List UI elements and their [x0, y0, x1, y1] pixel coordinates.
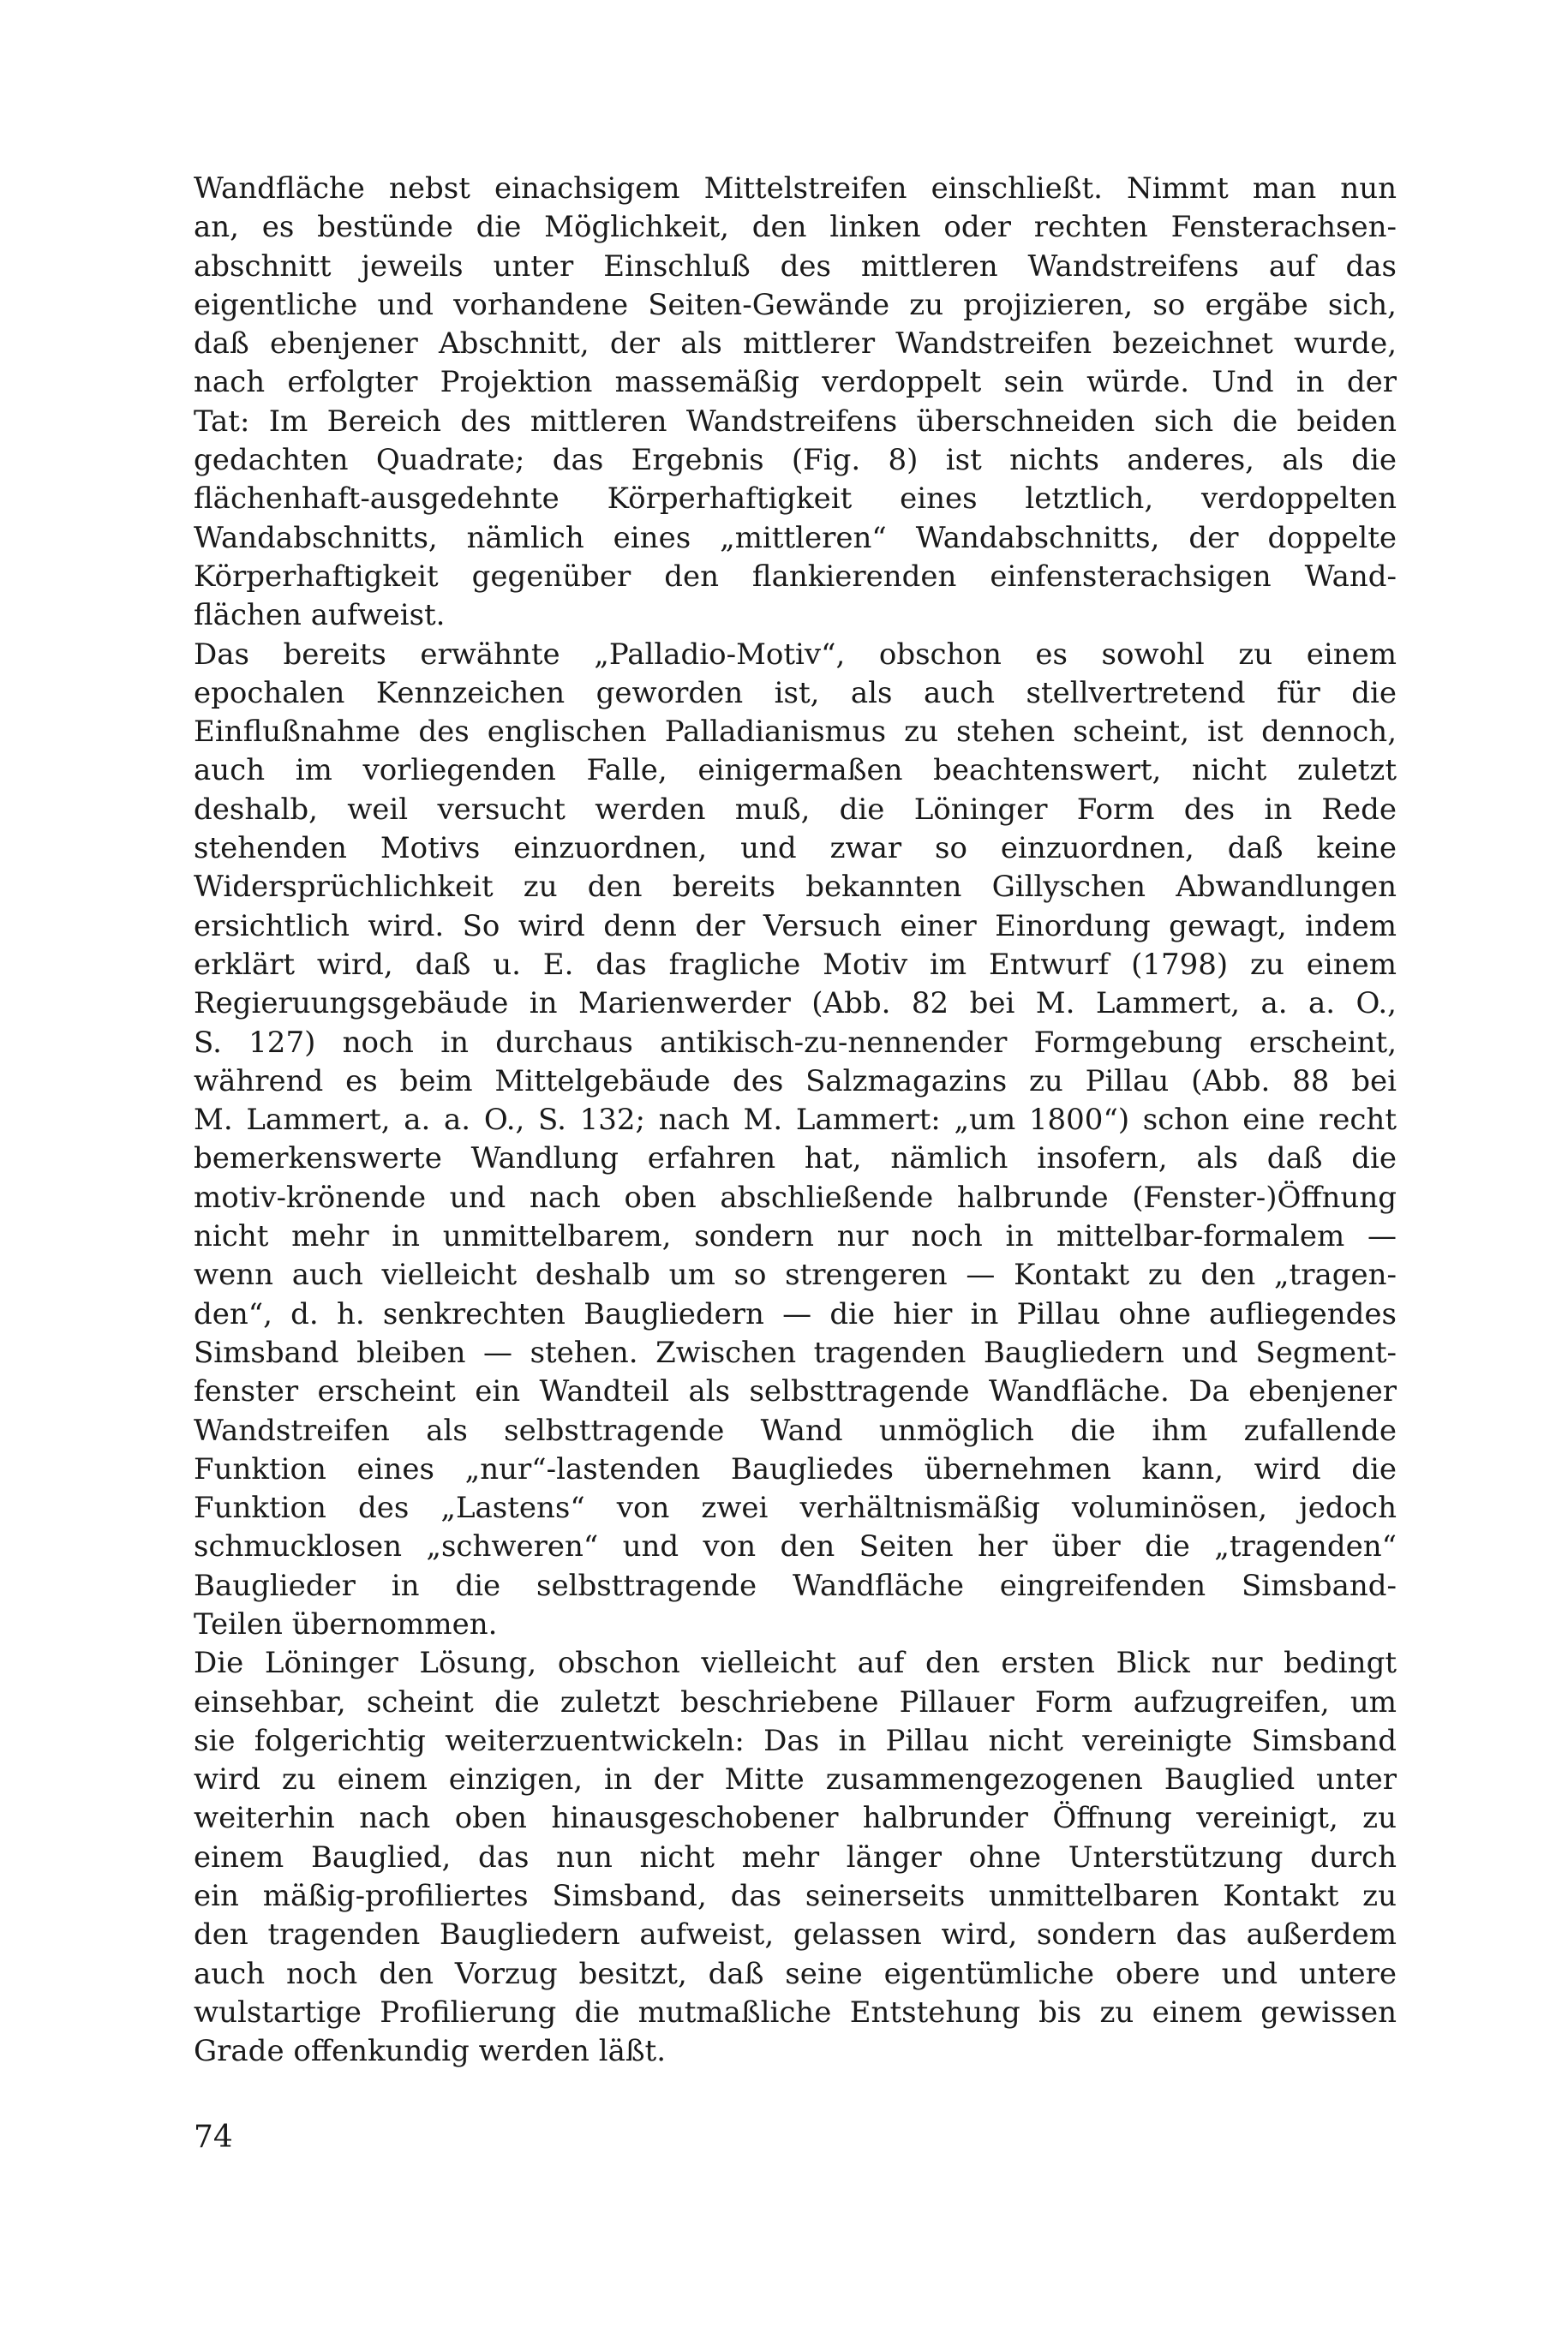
text-line: bemerkenswerte Wandlung erfahren hat, nämlich insofern, als daß die — [194, 1141, 1397, 1176]
text-line: deshalb, weil versucht werden muß, die Löninger Form des in Rede — [194, 792, 1397, 827]
text-line: epochalen Kennzeichen geworden ist, als auch stellvertretend für die — [194, 675, 1397, 710]
text-line: Regieruungsgebäude in Marienwerder (Abb. 82 bei M. Lammert, a. a. O., — [194, 986, 1397, 1021]
text-line: S. 127) noch in durchaus antikisch-zu-nennender Formgebung erscheint, — [194, 1025, 1397, 1060]
text-line: auch im vorliegenden Falle, einigermaßen beachtenswert, nicht zuletzt — [194, 753, 1397, 788]
text-line: einem Bauglied, das nun nicht mehr länger ohne Unterstützung durch — [194, 1839, 1397, 1875]
text-line: Teilen übernommen. — [194, 1606, 498, 1642]
text-line: stehenden Motivs einzuordnen, und zwar so einzuordnen, daß keine — [194, 831, 1397, 866]
text-line: Wandabschnitts, nämlich eines „mittleren“ Wandabschnitts, der doppelte — [194, 520, 1397, 555]
paragraph — [194, 170, 1397, 636]
text-line: auch noch den Vorzug besitzt, daß seine eigentümliche obere und untere — [194, 1956, 1397, 1991]
text-line: Tat: Im Bereich des mittleren Wandstreifens überschneiden sich die beiden — [194, 404, 1397, 439]
text-line: sie folgerichtig weiterzuentwickeln: Das in Pillau nicht vereinigte Simsband — [194, 1723, 1397, 1758]
text-line: während es beim Mittelgebäude des Salzmagazins zu Pillau (Abb. 88 bei — [194, 1063, 1397, 1098]
text-line: Bauglieder in die selbsttragende Wandfläche eingreifenden Simsband- — [194, 1568, 1397, 1603]
text-line: gedachten Quadrate; das Ergebnis (Fig. 8) ist nichts anderes, als die — [194, 443, 1397, 478]
text-line: nach erfolgter Projektion massemäßig verdoppelt sein würde. Und in der — [194, 365, 1397, 400]
paragraph — [194, 636, 1397, 1645]
text-line: wulstartige Profilierung die mutmaßliche Entstehung bis zu einem gewissen — [194, 1995, 1397, 2030]
page-number: 74 — [194, 2120, 233, 2155]
text-line: Körperhaftigkeit gegenüber den flankierenden einfensterachsigen Wand- — [194, 559, 1397, 594]
text-line: wenn auch vielleicht deshalb um so strengeren — Kontakt zu den „tragen- — [194, 1258, 1397, 1293]
text-line: Das bereits erwähnte „Palladio-Motiv“, obschon es sowohl zu einem — [194, 637, 1397, 672]
text-line: den tragenden Baugliedern aufweist, gelassen wird, sondern das außerdem — [194, 1917, 1397, 1953]
text-line: abschnitt jeweils unter Einschluß des mittleren Wandstreifens auf das — [194, 248, 1397, 284]
text-line: daß ebenjener Abschnitt, der als mittlerer Wandstreifen bezeichnet wurde, — [194, 326, 1397, 362]
body-text — [194, 170, 1397, 2072]
text-line: den“, d. h. senkrechten Baugliedern — die hier in Pillau ohne aufliegendes — [194, 1296, 1397, 1331]
text-line: fenster erscheint ein Wandteil als selbsttragende Wandfläche. Da ebenjener — [194, 1374, 1397, 1409]
text-line: ersichtlich wird. So wird denn der Versuch einer Einordung gewagt, indem — [194, 908, 1397, 943]
text-line: erklärt wird, daß u. E. das fragliche Motiv im Entwurf (1798) zu einem — [194, 947, 1397, 982]
text-line: flächen aufweist. — [194, 598, 446, 633]
text-line: Grade offenkundig werden läßt. — [194, 2034, 667, 2069]
text-line: wird zu einem einzigen, in der Mitte zusammengezogenen Bauglied unter — [194, 1762, 1397, 1798]
paragraph — [194, 1644, 1397, 2071]
text-line: ein mäßig-profiliertes Simsband, das seinerseits unmittelbaren Kontakt zu — [194, 1879, 1397, 1914]
text-line: Die Löninger Lösung, obschon vielleicht auf den ersten Blick nur bedingt — [194, 1646, 1397, 1681]
text-line: weiterhin nach oben hinausgeschobener halbrunder Öffnung vereinigt, zu — [194, 1801, 1397, 1836]
text-line: an, es bestünde die Möglichkeit, den linken oder rechten Fensterachsen- — [194, 210, 1397, 245]
text-line: Simsband bleiben — stehen. Zwischen tragenden Baugliedern und Segment- — [194, 1335, 1397, 1370]
text-line: Einflußnahme des englischen Palladianismus zu stehen scheint, ist dennoch, — [194, 715, 1397, 750]
text-line: Widersprüchlichkeit zu den bereits bekannten Gillyschen Abwandlungen — [194, 870, 1397, 905]
text-line: einsehbar, scheint die zuletzt beschriebene Pillauer Form aufzugreifen, um — [194, 1684, 1397, 1720]
text-line: Funktion des „Lastens“ von zwei verhältnismäßig voluminösen, jedoch — [194, 1491, 1397, 1526]
text-line: M. Lammert, a. a. O., S. 132; nach M. Lammert: „um 1800“) schon eine recht — [194, 1103, 1397, 1138]
text-line: Wandstreifen als selbsttragende Wand unmöglich die ihm zufallende — [194, 1413, 1397, 1448]
text-line: eigentliche und vorhandene Seiten-Gewände zu projizieren, so ergäbe sich, — [194, 287, 1397, 322]
text-line: Wandfläche nebst einachsigem Mittelstreifen einschließt. Nimmt man nun — [194, 171, 1397, 206]
text-line: motiv-krönende und nach oben abschließende halbrunde (Fenster-)Öffnung — [194, 1180, 1397, 1215]
text-line: nicht mehr in unmittelbarem, sondern nur noch in mittelbar-formalem — — [194, 1219, 1397, 1254]
text-line: Funktion eines „nur“-lastenden Baugliedes übernehmen kann, wird die — [194, 1451, 1397, 1487]
text-line: flächenhaft-ausgedehnte Körperhaftigkeit eines letztlich, verdoppelten — [194, 482, 1397, 517]
text-line: schmucklosen „schweren“ und von den Seiten her über die „tragenden“ — [194, 1529, 1397, 1564]
